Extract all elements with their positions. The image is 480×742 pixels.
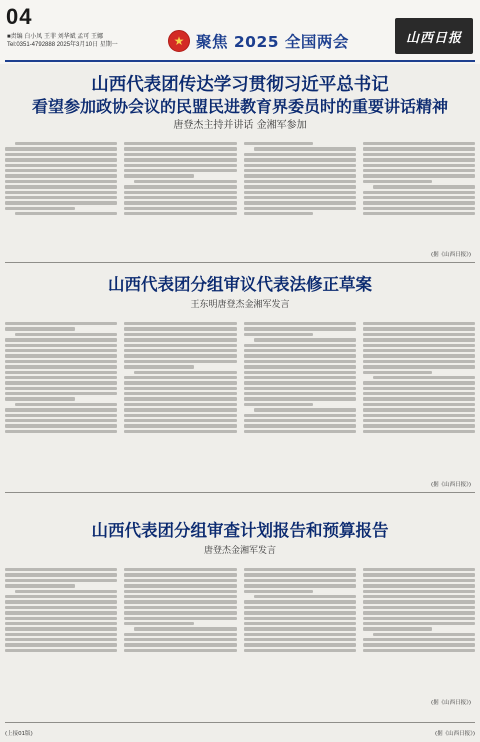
- body-text-line: [363, 322, 475, 325]
- article-1-byline: 唐登杰主持并讲话 金湘军参加: [173, 120, 307, 131]
- body-text-line: [373, 376, 475, 379]
- body-text-line: [363, 430, 475, 433]
- body-text-line: [244, 158, 356, 161]
- body-text-line: [124, 212, 236, 215]
- body-text-line: [244, 403, 314, 406]
- article-2-byline: 王东明唐登杰金湘军发言: [190, 300, 290, 310]
- body-text-line: [363, 142, 475, 145]
- body-text-line: [124, 579, 236, 582]
- body-text-line: [244, 568, 356, 571]
- body-text-line: [5, 153, 117, 156]
- article-3: [5, 498, 475, 722]
- body-text-line: [244, 414, 356, 417]
- footer-continued: (上接01版): [5, 731, 33, 737]
- body-text-line: [244, 322, 356, 325]
- body-text-line: [5, 643, 117, 646]
- body-text-line: [5, 392, 117, 395]
- body-text-line: [5, 606, 117, 609]
- article-2-column: [5, 320, 117, 480]
- body-text-line: [363, 360, 475, 363]
- body-text-line: [124, 185, 236, 188]
- body-text-line: [124, 590, 236, 593]
- body-text-line: [5, 180, 117, 183]
- body-text-line: [5, 600, 117, 603]
- body-text-line: [363, 590, 475, 593]
- body-text-line: [5, 638, 117, 641]
- body-text-line: [363, 643, 475, 646]
- body-text-line: [15, 142, 117, 145]
- body-text-line: [124, 196, 236, 199]
- body-text-line: [363, 207, 475, 210]
- body-text-line: [363, 600, 475, 603]
- body-text-line: [124, 638, 236, 641]
- body-text-line: [5, 338, 117, 341]
- body-text-line: [363, 349, 475, 352]
- body-text-line: [5, 381, 117, 384]
- page-number: 04: [6, 4, 33, 29]
- body-text-line: [363, 392, 475, 395]
- body-text-line: [363, 158, 475, 161]
- body-text-line: [124, 617, 236, 620]
- body-text-line: [124, 573, 236, 576]
- article-2-source: (据《山西日报》): [430, 482, 471, 488]
- article-2-column: [244, 320, 356, 480]
- body-text-line: [244, 153, 356, 156]
- article-2: [5, 268, 475, 490]
- body-text-line: [363, 419, 475, 422]
- body-text-line: [124, 169, 236, 172]
- body-text-line: [244, 611, 356, 614]
- body-text-line: [5, 365, 117, 368]
- body-text-line: [363, 595, 475, 598]
- body-text-line: [244, 617, 356, 620]
- article-1-headline-line1: 山西代表团传达学习贯彻习近平总书记: [91, 75, 389, 95]
- body-text-line: [244, 638, 356, 641]
- body-text-line: [124, 147, 236, 150]
- body-text-line: [124, 611, 236, 614]
- body-text-line: [244, 354, 356, 357]
- body-text-line: [363, 584, 475, 587]
- body-text-line: [363, 338, 475, 341]
- body-text-line: [363, 606, 475, 609]
- body-text-line: [363, 381, 475, 384]
- body-text-line: [5, 169, 117, 172]
- body-text-line: [244, 142, 314, 145]
- body-text-line: [363, 403, 475, 406]
- body-text-line: [5, 147, 117, 150]
- article-3-headline: 山西代表团分组审查计划报告和预算报告: [91, 521, 389, 540]
- body-text-line: [5, 568, 117, 571]
- body-text-line: [134, 180, 236, 183]
- article-divider: [5, 262, 475, 263]
- body-text-line: [5, 196, 117, 199]
- newspaper-logo: [395, 18, 473, 54]
- body-text-line: [124, 387, 236, 390]
- body-text-line: [124, 584, 236, 587]
- body-text-line: [5, 397, 75, 400]
- body-text-line: [363, 212, 475, 215]
- body-text-line: [254, 338, 356, 341]
- body-text-line: [244, 180, 356, 183]
- footer-source: (据《山西日报》): [434, 731, 475, 737]
- article-3-column: [244, 566, 356, 690]
- body-text-line: [373, 633, 475, 636]
- body-text-line: [363, 180, 433, 183]
- body-text-line: [5, 349, 117, 352]
- body-text-line: [5, 371, 117, 374]
- body-text-line: [363, 622, 475, 625]
- body-text-line: [363, 579, 475, 582]
- body-text-line: [363, 169, 475, 172]
- body-text-line: [363, 397, 475, 400]
- body-text-line: [363, 153, 475, 156]
- body-text-line: [124, 430, 236, 433]
- body-text-line: [124, 153, 236, 156]
- body-text-line: [244, 579, 356, 582]
- article-3-byline: 唐登杰金湘军发言: [203, 546, 276, 556]
- body-text-line: [124, 207, 236, 210]
- body-text-line: [244, 333, 314, 336]
- body-text-line: [124, 606, 236, 609]
- body-text-line: [5, 584, 75, 587]
- body-text-line: [5, 622, 117, 625]
- article-1-source: (据《山西日报》): [430, 252, 471, 258]
- body-text-line: [124, 327, 236, 330]
- body-text-line: [244, 371, 356, 374]
- body-text-line: [363, 617, 475, 620]
- body-text-line: [124, 392, 236, 395]
- body-text-line: [244, 590, 314, 593]
- body-text-line: [373, 185, 475, 188]
- body-text-line: [134, 627, 236, 630]
- article-3-column: [5, 566, 117, 690]
- body-text-line: [244, 392, 356, 395]
- body-text-line: [244, 419, 356, 422]
- body-text-line: [244, 381, 356, 384]
- body-text-line: [244, 349, 356, 352]
- body-text-line: [5, 617, 117, 620]
- body-text-line: [363, 371, 433, 374]
- article-1-column: [363, 140, 475, 250]
- article-1-body: [5, 140, 475, 250]
- body-text-line: [124, 333, 236, 336]
- body-text-line: [124, 568, 236, 571]
- body-text-line: [15, 403, 117, 406]
- body-text-line: [363, 424, 475, 427]
- article-2-column: [363, 320, 475, 480]
- body-text-line: [363, 611, 475, 614]
- body-text-line: [5, 174, 117, 177]
- body-text-line: [363, 201, 475, 204]
- body-text-line: [244, 649, 356, 652]
- body-text-line: [244, 360, 356, 363]
- body-text-line: [5, 158, 117, 161]
- body-text-line: [363, 344, 475, 347]
- body-text-line: [5, 191, 117, 194]
- body-text-line: [244, 185, 356, 188]
- article-2-headline: 山西代表团分组审议代表法修正草案: [108, 275, 372, 294]
- body-text-line: [124, 365, 194, 368]
- body-text-line: [363, 408, 475, 411]
- body-text-line: [124, 349, 236, 352]
- body-text-line: [15, 590, 117, 593]
- masthead-rule: [5, 60, 475, 62]
- body-text-line: [124, 595, 236, 598]
- body-text-line: [124, 201, 236, 204]
- body-text-line: [363, 327, 475, 330]
- body-text-line: [5, 424, 117, 427]
- body-text-line: [5, 201, 117, 204]
- body-text-line: [5, 344, 117, 347]
- article-1-headline-line2: 看望参加政协会议的民盟民进教育界委员时的重要讲话精神: [31, 97, 448, 116]
- body-text-line: [5, 408, 117, 411]
- body-text-line: [124, 424, 236, 427]
- body-text-line: [363, 191, 475, 194]
- article-3-body: [5, 566, 475, 690]
- body-text-line: [134, 371, 236, 374]
- body-text-line: [5, 611, 117, 614]
- body-text-line: [124, 381, 236, 384]
- body-text-line: [244, 212, 314, 215]
- body-text-line: [244, 191, 356, 194]
- article-2-body: [5, 320, 475, 480]
- body-text-line: [363, 333, 475, 336]
- masthead: [0, 0, 480, 64]
- body-text-line: [124, 338, 236, 341]
- body-text-line: [124, 360, 236, 363]
- body-text-line: [124, 643, 236, 646]
- body-text-line: [254, 595, 356, 598]
- body-text-line: [15, 212, 117, 215]
- body-text-line: [124, 158, 236, 161]
- body-text-line: [5, 327, 75, 330]
- article-1-column: [124, 140, 236, 250]
- article-1: [5, 74, 475, 260]
- body-text-line: [124, 397, 236, 400]
- body-text-line: [244, 201, 356, 204]
- article-3-column: [363, 566, 475, 690]
- body-text-line: [124, 414, 236, 417]
- body-text-line: [244, 327, 356, 330]
- body-text-line: [363, 196, 475, 199]
- body-text-line: [124, 622, 194, 625]
- article-1-column: [5, 140, 117, 250]
- body-text-line: [244, 627, 356, 630]
- body-text-line: [124, 344, 236, 347]
- body-text-line: [363, 649, 475, 652]
- body-text-line: [244, 622, 356, 625]
- body-text-line: [5, 595, 117, 598]
- body-text-line: [5, 322, 117, 325]
- body-text-line: [5, 376, 117, 379]
- body-text-line: [124, 419, 236, 422]
- body-text-line: [5, 649, 117, 652]
- footer-bar: [5, 727, 475, 739]
- body-text-line: [5, 573, 117, 576]
- body-text-line: [5, 633, 117, 636]
- body-text-line: [363, 365, 475, 368]
- body-text-line: [244, 633, 356, 636]
- article-divider: [5, 722, 475, 723]
- body-text-line: [124, 649, 236, 652]
- article-3-source: (据《山西日报》): [430, 700, 471, 706]
- article-1-column: [244, 140, 356, 250]
- body-text-line: [363, 174, 475, 177]
- body-text-line: [5, 419, 117, 422]
- body-text-line: [124, 633, 236, 636]
- body-text-line: [244, 643, 356, 646]
- body-text-line: [244, 387, 356, 390]
- body-text-line: [363, 568, 475, 571]
- body-text-line: [363, 414, 475, 417]
- body-text-line: [244, 584, 356, 587]
- body-text-line: [363, 147, 475, 150]
- body-text-line: [244, 196, 356, 199]
- body-text-line: [244, 397, 356, 400]
- article-divider: [5, 492, 475, 493]
- body-text-line: [244, 606, 356, 609]
- body-text-line: [124, 142, 236, 145]
- body-text-line: [124, 191, 236, 194]
- section-banner: 聚焦 2025 全国两会: [196, 33, 349, 51]
- body-text-line: [124, 408, 236, 411]
- body-text-line: [124, 600, 236, 603]
- body-text-line: [244, 344, 356, 347]
- body-text-line: [124, 376, 236, 379]
- body-text-line: [124, 322, 236, 325]
- date-line: Tel:0351-4792888 2025年3月10日 星期一: [7, 41, 118, 48]
- body-text-line: [124, 403, 236, 406]
- emblem-icon: ★: [168, 30, 190, 52]
- body-text-line: [5, 387, 117, 390]
- body-text-line: [363, 164, 475, 167]
- editor-line: ■责编 白小凤 王菲 刘华斌 孟可 王娜: [7, 34, 103, 40]
- body-text-line: [5, 579, 117, 582]
- body-text-line: [244, 376, 356, 379]
- body-text-line: [244, 207, 356, 210]
- body-text-line: [244, 365, 356, 368]
- body-text-line: [254, 408, 356, 411]
- article-3-column: [124, 566, 236, 690]
- body-text-line: [124, 354, 236, 357]
- body-text-line: [5, 164, 117, 167]
- body-text-line: [244, 430, 356, 433]
- body-text-line: [363, 387, 475, 390]
- body-text-line: [5, 207, 75, 210]
- body-text-line: [124, 164, 236, 167]
- body-text-line: [244, 174, 356, 177]
- body-text-line: [5, 354, 117, 357]
- body-text-line: [5, 360, 117, 363]
- body-text-line: [5, 414, 117, 417]
- body-text-line: [254, 147, 356, 150]
- body-text-line: [244, 164, 356, 167]
- body-text-line: [244, 169, 356, 172]
- body-text-line: [124, 174, 194, 177]
- body-text-line: [363, 573, 475, 576]
- body-text-line: [244, 424, 356, 427]
- body-text-line: [363, 627, 433, 630]
- body-text-line: [363, 638, 475, 641]
- body-text-line: [15, 333, 117, 336]
- body-text-line: [5, 430, 117, 433]
- body-text-line: [244, 573, 356, 576]
- body-text-line: [363, 354, 475, 357]
- body-text-line: [244, 600, 356, 603]
- masthead-meta: [7, 34, 118, 49]
- body-text-line: [5, 185, 117, 188]
- body-text-line: [5, 627, 117, 630]
- article-2-column: [124, 320, 236, 480]
- logo-text: 山西日报: [405, 30, 462, 46]
